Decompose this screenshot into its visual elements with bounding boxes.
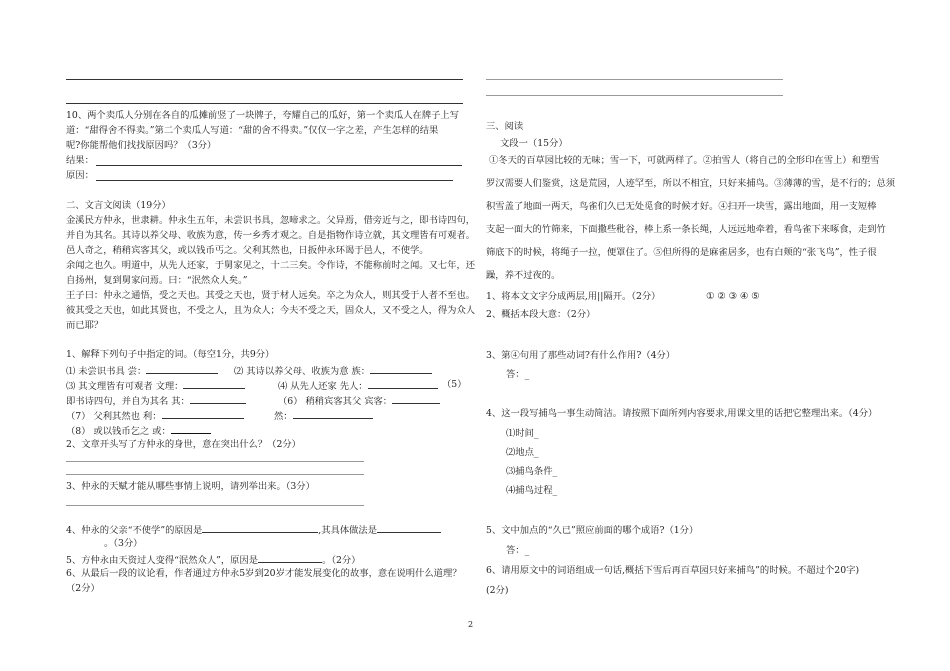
answer-line[interactable] (66, 461, 364, 462)
section3-title: 三、阅读 (486, 121, 524, 132)
q2-text: 2、概括本段大意：（2分） (486, 309, 596, 320)
answer-line[interactable] (486, 95, 783, 96)
passage-line: 支起一面大的竹筛来，下面撒些秕谷，棒上系一条长绳，人远远地牵着，看鸟雀下来啄食，走到竹 (486, 224, 886, 235)
section2-title: 二、文言文阅读（19分） (66, 200, 171, 211)
q4-score: 。（3分） (104, 538, 143, 549)
answer-line[interactable] (486, 79, 783, 80)
passage-line: 余闻之也久。明道中，从先人还家，于舅家见之，十二三矣。令作诗，不能称前时之闻。又七年，还 (66, 260, 476, 271)
passage-line: 躁，养不过夜的。 (486, 270, 561, 281)
blank[interactable] (183, 379, 245, 389)
q4-item: ⑵地点_ (506, 447, 539, 458)
q3-text: 3、仲永的天赋才能从哪些事情上说明，请列举出来。（3分） (66, 481, 315, 492)
q4-text: 4、仲永的父亲“不使学”的原因是 ,其具体做法是 (66, 523, 441, 537)
q4-item: ⑷捕鸟过程_ (506, 485, 558, 496)
q1-item: 然： (274, 409, 373, 423)
result-label: 结果： (66, 155, 94, 166)
answer-label: 答：_ (506, 545, 530, 556)
passage-line: ①冬天的百草园比较的无味；雪一下，可就两样了。②拍雪人（将自己的全形印在雪上）和塑雪 (489, 155, 880, 166)
blank[interactable] (293, 409, 373, 419)
q6-score: （2分） (66, 583, 100, 594)
blank[interactable] (370, 364, 432, 374)
q1-text: 1、将本文文字分成两层,用||隔开。（2分） (486, 291, 661, 302)
blank[interactable] (190, 394, 246, 404)
passage-line: 邑人奇之，稍稍宾客其父，或以钱币丐之。父利其然也，日扳仲永环谒于邑人，不使学。 (66, 245, 429, 256)
q3-text: 3、第④句用了那些动词?有什么作用?（4分） (486, 350, 676, 361)
passage-line: 金溪民方仲永，世隶耕。仲永生五年，未尝识书具，忽啼求之。父异焉，借旁近与之，即书诗四句， (66, 215, 476, 226)
blank[interactable] (162, 409, 244, 419)
q1-item: ⑴ 未尝识书具 尝： (66, 364, 218, 378)
blank[interactable] (258, 553, 322, 563)
page-number: 2 (468, 620, 474, 629)
passage-line: 罗汉需要人们鉴赏，这是荒园，人迹罕至，所以不相宜，只好来捕鸟。③薄薄的雪，是不行的；总须 (486, 178, 896, 189)
passage-line: 积雪盖了地面一两天，鸟雀们久已无处觅食的时候才好。④扫开一块雪，露出地面，用一支短棒 (486, 201, 877, 212)
passage-line: 筛底下的时候，将绳子一拉，便罩住了。⑤但所得的是麻雀居多，也有白颊的“张飞鸟”，性子很 (486, 247, 877, 258)
q4-item: ⑶捕鸟条件_ (506, 466, 558, 477)
passage-line: 并自为其名。其诗以养父母、收族为意，传一乡秀才观之。自是指物作诗立就，其文理皆有可观者。 (66, 230, 476, 241)
blank[interactable] (202, 523, 318, 533)
q5-text: 5、文中加点的“久已”照应前面的哪个成语?（1分） (486, 525, 699, 536)
q1-item: ⑵ 其诗以养父母、收族为意 族： (234, 364, 432, 378)
answer-line[interactable] (66, 79, 463, 80)
q4-text: 4、这一段写捕鸟一事生动简洁。请按照下面所列内容要求,用课文里的话把它整理出来。（4分） (486, 408, 878, 419)
q6-score: (2分) (486, 585, 509, 596)
blank[interactable] (146, 364, 218, 374)
q1-title: 1、解释下列句子中指定的词。（每空1分，共9分） (66, 349, 275, 360)
q10-line-1: 10、两个卖瓜人分别在各自的瓜摊前竖了一块牌子，夸耀自己的瓜好，第一个卖瓜人在牌子上写 (66, 110, 460, 121)
q1-item-number: （5） (442, 379, 467, 390)
answer-line[interactable] (66, 505, 364, 506)
text1-title: 文段一（15分） (500, 138, 568, 149)
q6-text: 6、从最后一段的议论看，作者通过方仲永5岁到20岁才能发展变化的故事，意在说明什么道理？ (66, 568, 462, 579)
blank[interactable] (392, 394, 440, 404)
q5-text: 5、方仲永由天资过人变得“泯然众人”，原因是 。（2分） (66, 555, 361, 566)
answer-line[interactable] (66, 103, 463, 104)
q2-text: 2、文章开头写了方仲永的身世，意在突出什么？（2分） (66, 439, 301, 450)
q1-item: 即书诗四句，并自为其名 其： (66, 394, 246, 408)
q1-item: ⑷ 从先人还家 先人： (278, 379, 438, 393)
reason-label: 原因： (66, 170, 94, 181)
q1-item: （8） 或以钱币乞之 或： (66, 424, 211, 438)
q4-item: ⑴时间_ (506, 428, 539, 439)
q1-sentence-markers: ① ② ③ ④ ⑤ (706, 291, 760, 302)
result-answer-line[interactable] (96, 165, 462, 166)
q1-item: （6） 稍稍宾客其父 宾客： (278, 394, 440, 408)
q1-item: （7） 父利其然也 利： (66, 409, 244, 423)
answer-label: 答：_ (506, 369, 530, 380)
q10-line-2: 道：“甜得舍不得卖。”第二个卖瓜人写道：“甜的舍不得卖。”仅仅一字之差，产生怎样的结果 (66, 125, 439, 136)
q6-text: 6、请用原文中的词语组成一句话,概括下雪后再百草园只好来捕鸟”的时候。不超过个20字) (486, 565, 860, 576)
blank[interactable] (377, 523, 441, 533)
blank[interactable] (368, 379, 438, 389)
reason-answer-line[interactable] (96, 180, 453, 181)
passage-line: 王子曰：仲永之通悟，受之天也。其受之天也，贤于材人远矣。卒之为众人，则其受于人者不至也。 (66, 290, 476, 301)
answer-line[interactable] (66, 474, 364, 475)
q10-line-3: 呢?你能帮他们找找原因吗？（3分） (66, 140, 217, 151)
passage-line: 彼其受之天也，如此其贤也，不受之人，且为众人；今夫不受之天，固众人，又不受之人，得为众人 (66, 305, 476, 316)
passage-line: 自扬州，复到舅家问焉。曰：“泯然众人矣。” (66, 275, 248, 286)
passage-line: 而已耶？ (66, 320, 104, 331)
blank[interactable] (171, 424, 211, 434)
q1-item: ⑶ 其文理皆有可观者 文理： (66, 379, 245, 393)
